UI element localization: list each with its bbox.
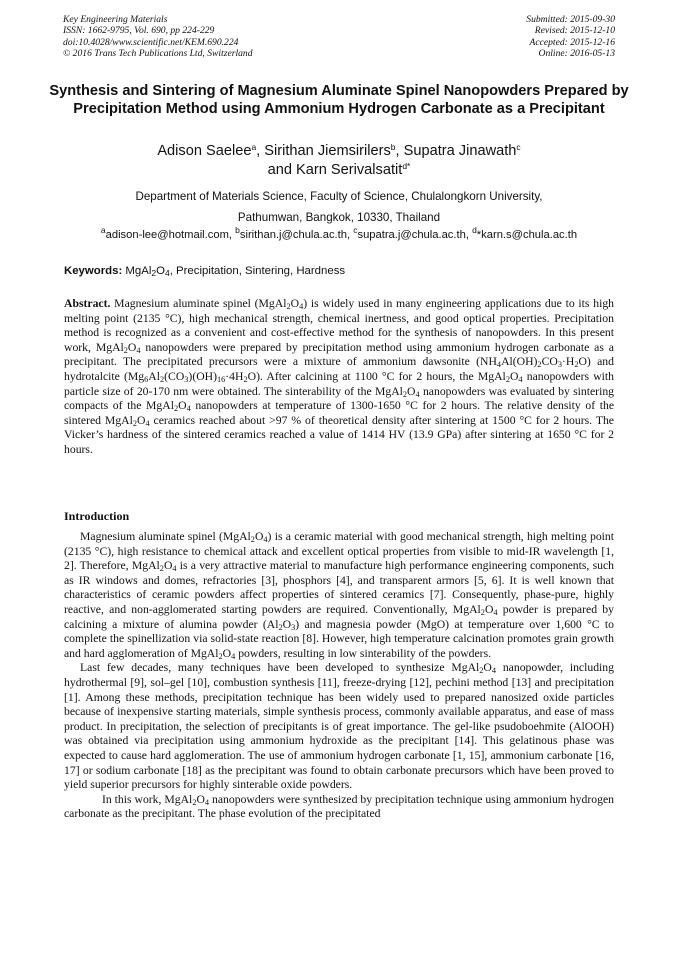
keyword-sub: 2 (151, 268, 157, 278)
email-sup: c (353, 225, 358, 235)
doi: doi:10.4028/www.scientific.net/KEM.690.224 (63, 36, 239, 48)
copyright: © 2016 Trans Tech Publications Ltd, Switzerland (63, 48, 253, 60)
keyword-formula: O (156, 265, 165, 277)
abstract: Abstract. Magnesium aluminate spinel (MgAl2O4) is widely used in many engineering applications due to its high melting point (2135 °C), high mechanical strength, chemical inertness, and good optical properties. Precipitation method is recognized as a convenient and cost-effective method for the synthesis of nanopowders. In this present work, MgAl2O4 nanopowders were prepared by precipitation method using ammonium hydrogen carbonate as a precipitant. The precipitated precursors were a mixture of ammonium dawsonite (NH4Al(OH)2CO3·H2O) and hydrotalcite (Mg6Al2(CO3)(OH)16·4H2O). After calcining at 1100 °C for 2 hours, the MgAl2O4 nanopowders with particle size of 20-170 nm were obtained. The sinterability of the MgAl2O4 nanopowders was evaluated by sintering compacts of the MgAl2O4 nanopowders at temperature of 1300-1650 °C for 2 hours. The relative density of the sintered MgAl2O4 ceramics reached about >97 % of theoretical density after sintering at 1500 °C for 2 hours. The Vicker’s hardness of the sintered ceramics reached a value of 1414 HV (13.9 GPa) after sintering at 1650 °C for 2 hours. (64, 297, 615, 456)
author-sup: a (251, 142, 257, 152)
author-name: and Karn Serivalsatit (267, 162, 403, 178)
affiliation-line: Department of Materials Science, Faculty of Science, Chulalongkorn University, (135, 190, 543, 203)
author-sup: b (390, 142, 396, 152)
paragraph: Last few decades, many techniques have been developed to synthesize MgAl2O4 nanopowder, including hydrothermal [9], sol–gel [10], combustion synthesis [11], freeze-drying [12], pechini method [13] and precipitation [1]. Among these methods, precipitation technique has been widely used to prepared nanosized oxide particles because of inexpensive starting materials, simple synthesis process, commonly available apparatus, and ease of mass product. In precipitation, the selection of precipitants is of great importance. The gel-like psudoboehmite (AlOOH) was obtained via precipitation using ammonium hydroxide as the precipitant [14]. This gelatinous phase was expected to cause hard agglomeration. The use of ammonium hydrogen carbonate [1, 15], ammonium carbonate [16, 17] or sodium carbonate [18] as the precipitant was found to obtain carbonate precursors which have been proved to yield superior precursors for highly sinterable oxide powders. (64, 661, 614, 792)
email-sup: d (472, 225, 477, 235)
affiliation (40, 186, 638, 228)
paragraph: Magnesium aluminate spinel (MgAl2O4) is a ceramic material with good mechanical strength, high melting point (2135 °C), high resistance to chemical attack and excellent optical properties from visible to mid-IR wavelength [1, 2]. Therefore, MgAl2O4 is a very attractive material to manufacture high performance engineering components, such as IR windows and domes, refractories [3], phosphors [4], and transparent armors [5, 6]. It is well known that characteristics of ceramic powders affect properties of sintered ceramics [7]. Consequently, phase-pure, highly reactive, and non-agglomerated starting powders are required. Conventionally, MgAl2O4 powder is prepared by calcining a mixture of alumina powder (Al2O3) and magnesia powder (MgO) at temperature over 1,600 °C to complete the spinellization via solid-state reaction [8]. However, high temperature calcination promotes grain growth and hard agglomeration of MgAl2O4 powders, resulting in low sinterability of the powders. (64, 530, 615, 661)
abstract-label: Abstract. (64, 297, 111, 310)
email-link[interactable]: sirithan.j@chula.ac.th, (239, 229, 354, 241)
journal-header (63, 14, 253, 60)
keywords-rest: , Precipitation, Sintering, Hardness (169, 265, 346, 277)
email-list (40, 225, 638, 242)
keywords-label: Keywords: (64, 265, 123, 277)
issn: ISSN: 1662-9795, Vol. 690, pp 224-229 (63, 25, 215, 37)
keywords (64, 264, 345, 278)
author-name: Adison Saelee (157, 143, 252, 159)
introduction-body (64, 530, 614, 822)
author-sup: d* (402, 161, 411, 171)
accepted-date: Accepted: 2015-12-16 (529, 36, 615, 48)
author-name: , Sirithan Jiemsirilers (256, 143, 391, 159)
email-link[interactable]: *karn.s@chula.ac.th (476, 229, 578, 241)
dates-header (526, 14, 615, 60)
keyword-sub: 4 (164, 268, 170, 278)
paragraph: In this work, MgAl2O4 nanopowders were synthesized by precipitation technique using ammonium hydrogen carbonate as the precipitant. The phase evolution of the precipitated (64, 792, 614, 821)
email-sup: a (100, 225, 106, 235)
section-heading: Introduction (64, 509, 130, 523)
keyword-formula: MgAl (125, 265, 152, 277)
online-date: Online: 2016-05-13 (538, 48, 615, 60)
email-link[interactable]: supatra.j@chula.ac.th, (357, 229, 473, 241)
email-link[interactable]: adison-lee@hotmail.com, (105, 229, 236, 241)
author-list (40, 142, 638, 180)
email-sup: b (235, 225, 240, 235)
revised-date: Revised: 2015-12-10 (534, 25, 615, 37)
author-name: , Supatra Jinawath (395, 143, 517, 159)
affiliation-line: Pathumwan, Bangkok, 10330, Thailand (237, 211, 441, 224)
journal-name: Key Engineering Materials (63, 14, 168, 25)
author-sup: c (516, 142, 521, 152)
submitted-date: Submitted: 2015-09-30 (526, 14, 615, 25)
paper-title: Synthesis and Sintering of Magnesium Aluminate Spinel Nanopowders Prepared by Precipitation Method using Ammonium Hydrogen Carbonate as a Precipitant (49, 83, 629, 118)
